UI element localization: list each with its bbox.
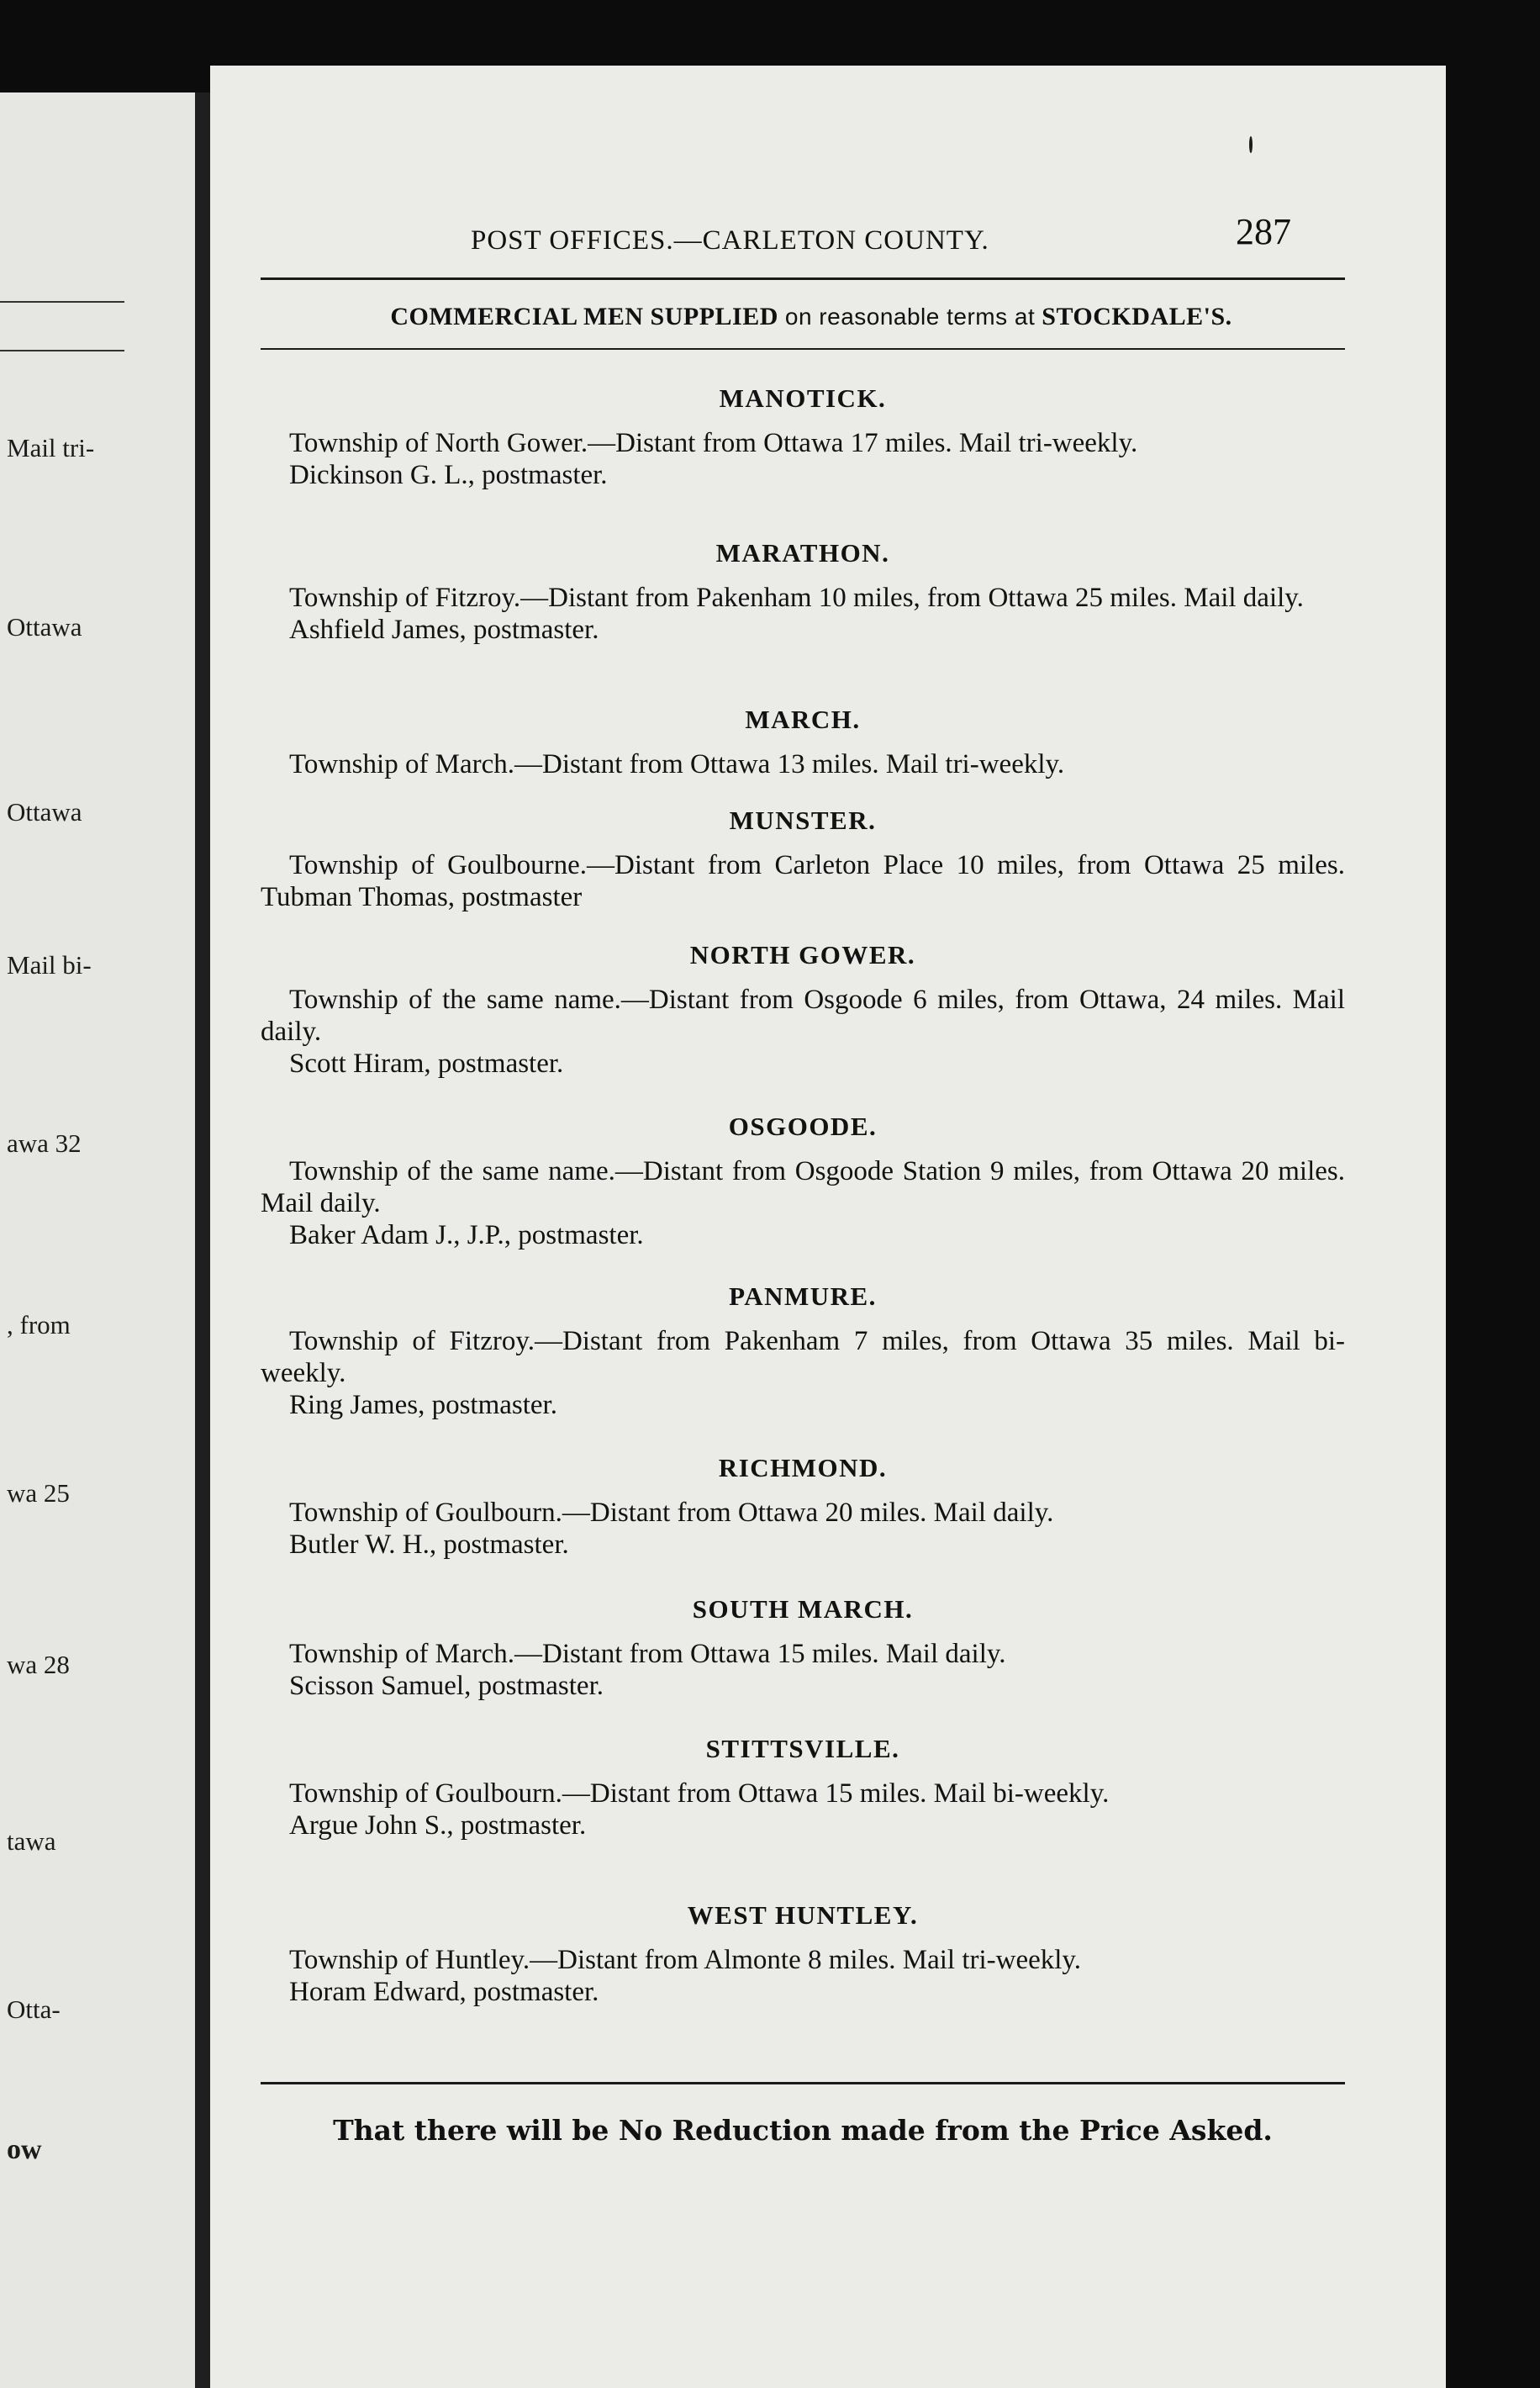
left-page-rule [0,301,124,303]
left-page-fragment: ow [7,2134,42,2165]
left-page-fragment: wa 28 [7,1650,70,1679]
running-head: POST OFFICES.—CARLETON COUNTY. [471,225,989,256]
entry-postmaster: Scott Hiram, postmaster. [289,1049,564,1079]
entry-title: MARATHON. [715,538,890,568]
entry-description: Township of Goulbourn.—Distant from Ottawa 15 miles. Mail bi-weekly. [289,1778,1110,1809]
left-page-fragment: Ottawa [7,797,82,827]
left-page-fragment: wa 25 [7,1478,70,1508]
banner-store-name: STOCKDALE'S. [1042,303,1232,330]
post-office-entry [261,1594,1345,1702]
entry-title: PANMURE. [729,1281,877,1311]
book-gutter [195,92,210,2388]
banner-plain-text: on reasonable terms at [784,304,1036,330]
post-office-entry [261,1112,1345,1251]
post-office-entry [261,1900,1345,2008]
document-page [210,66,1446,2388]
left-page-rule [0,350,124,351]
post-office-entry [261,1453,1345,1561]
footer-notice: That there will be No Reduction made from the Price Asked. [333,2114,1273,2147]
entry-description: Township of Huntley.—Distant from Almonte 8 miles. Mail tri-weekly. [289,1945,1082,1975]
post-office-entry [261,705,1345,780]
left-page-fragment: Mail bi- [7,950,92,980]
entry-description: Township of Fitzroy.—Distant from Pakenham 10 miles, from Ottawa 25 miles. Mail daily. [289,583,1304,613]
entry-postmaster: Ashfield James, postmaster. [289,615,599,645]
post-office-entry [261,383,1345,491]
post-office-entry [261,1281,1345,1421]
entry-postmaster: Butler W. H., postmaster. [289,1529,569,1560]
entry-description: Township of the same name.—Distant from Osgoode Station 9 miles, from Ottawa 20 miles. Mail daily. [261,1156,1345,1218]
left-facing-page [0,92,195,2388]
banner-bold-text: COMMERCIAL MEN SUPPLIED [390,303,778,330]
left-page-fragment: , from [7,1310,71,1339]
entry-postmaster: Horam Edward, postmaster. [289,1977,599,2007]
entry-description: Township of Goulbourn.—Distant from Ottawa 20 miles. Mail daily. [289,1498,1054,1528]
banner-rule [261,348,1345,350]
entry-title: STITTSVILLE. [705,1734,900,1763]
left-page-fragment: awa 32 [7,1128,82,1158]
entry-title: WEST HUNTLEY. [687,1900,919,1930]
entry-title: MANOTICK. [719,383,887,413]
left-page-fragment: tawa [7,1826,56,1856]
commercial-banner [277,303,1345,331]
entry-description: Township of March.—Distant from Ottawa 15 miles. Mail daily. [289,1639,1006,1669]
post-office-entry [261,806,1345,913]
entry-postmaster: Dickinson G. L., postmaster. [289,460,608,490]
entry-title: SOUTH MARCH. [692,1594,914,1624]
entry-title: RICHMOND. [718,1453,888,1482]
entry-description: Township of Goulbourne.—Distant from Carleton Place 10 miles, from Ottawa 25 miles. Tubman Thomas, postmaster [261,850,1345,912]
entry-postmaster: Ring James, postmaster. [289,1390,557,1420]
footer-rule [261,2082,1345,2084]
entry-description: Township of North Gower.—Distant from Ottawa 17 miles. Mail tri-weekly. [289,428,1138,458]
left-page-fragment: Mail tri- [7,433,95,462]
entry-postmaster: Argue John S., postmaster. [289,1810,587,1841]
entry-title: MUNSTER. [729,806,877,835]
entry-title: MARCH. [745,705,861,734]
entry-postmaster: Scisson Samuel, postmaster. [289,1671,604,1701]
entry-description: Township of Fitzroy.—Distant from Pakenham 7 miles, from Ottawa 35 miles. Mail bi-weekly. [261,1326,1345,1388]
entry-description: Township of the same name.—Distant from Osgoode 6 miles, from Ottawa, 24 miles. Mail daily. [261,985,1345,1047]
entry-title: NORTH GOWER. [689,940,916,969]
post-office-entry [261,940,1345,1080]
post-office-entry [261,1734,1345,1841]
entry-postmaster: Baker Adam J., J.P., postmaster. [289,1220,644,1250]
page-number: 287 [1236,211,1291,252]
left-page-fragment: Otta- [7,1994,61,2024]
header-rule [261,277,1345,280]
post-office-entry [261,538,1345,646]
dust-mark [1249,136,1253,153]
left-page-fragment: Ottawa [7,612,82,642]
entry-title: OSGOODE. [728,1112,878,1141]
entry-description: Township of March.—Distant from Ottawa 13 miles. Mail tri-weekly. [289,749,1065,779]
